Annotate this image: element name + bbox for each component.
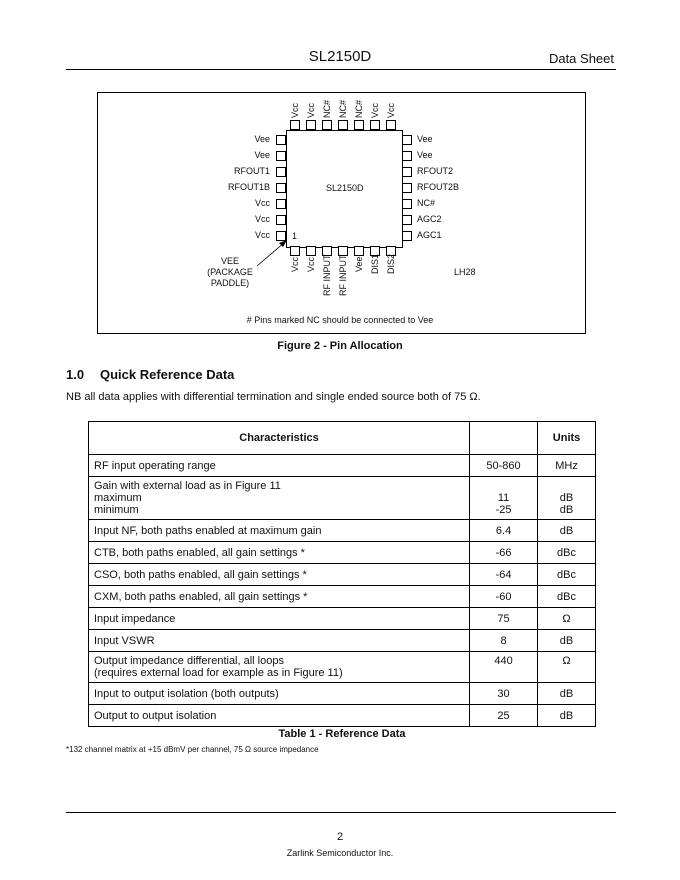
value-cell: 8 (470, 630, 538, 652)
table-row (89, 683, 596, 705)
pin-box (276, 183, 286, 193)
unit-cell: dBc (538, 564, 596, 586)
characteristic-cell: CTB, both paths enabled, all gain settings * (89, 542, 470, 564)
table-row (89, 542, 596, 564)
top-pin-label: Vcc (290, 102, 300, 118)
table-row (89, 705, 596, 727)
value-cell: 6.4 (470, 520, 538, 542)
page-number: 2 (336, 831, 344, 843)
characteristic-line: (requires external load for example as in Figure 11) (94, 667, 343, 679)
table-row (89, 586, 596, 608)
pin-box (354, 120, 364, 130)
nc-note: # Pins marked NC should be connected to Vee (246, 315, 434, 325)
pin-box (276, 135, 286, 145)
figure-caption: Figure 2 - Pin Allocation (277, 340, 403, 352)
pin-box (276, 199, 286, 209)
characteristic-cell: Input to output isolation (both outputs) (89, 683, 470, 705)
header-rule (66, 69, 616, 70)
unit-cell: dBc (538, 542, 596, 564)
characteristic-cell: RF input operating range (89, 455, 470, 477)
company-name: Zarlink Semiconductor Inc. (286, 848, 394, 858)
pin-box (402, 183, 412, 193)
value-cell: -60 (470, 586, 538, 608)
characteristic-line: Output impedance differential, all loops (94, 655, 284, 667)
table-row (89, 520, 596, 542)
left-pin-label: RFOUT1 (234, 166, 270, 176)
characteristic-line: maximum (94, 492, 142, 504)
pin-box (276, 167, 286, 177)
pin-box (402, 151, 412, 161)
section-title: Quick Reference Data (100, 367, 235, 382)
value-line: 11 (497, 492, 510, 504)
left-pin-label: RFOUT1B (227, 182, 270, 192)
table-row (89, 477, 596, 520)
right-pin-label: RFOUT2B (417, 182, 460, 192)
unit-cell: Ω (538, 652, 596, 683)
characteristic-cell: Input VSWR (89, 630, 470, 652)
pin-box (370, 120, 380, 130)
characteristic-cell: Input NF, both paths enabled at maximum gain (89, 520, 470, 542)
bottom-pin-label: Vcc (306, 256, 316, 272)
value-cell: -64 (470, 564, 538, 586)
characteristic-line: minimum (94, 504, 139, 516)
left-pin-label: Vee (254, 150, 270, 160)
right-pin-label: AGC2 (417, 214, 442, 224)
document-type: Data Sheet (548, 51, 614, 66)
right-pin-label: Vee (417, 134, 433, 144)
bottom-pin-label: DIS2 (386, 253, 396, 274)
bottom-pin-label: Vee (354, 256, 364, 272)
characteristic-cell: CSO, both paths enabled, all gain settings * (89, 564, 470, 586)
table-caption: Table 1 - Reference Data (278, 728, 406, 740)
value-cell: 25 (470, 705, 538, 727)
unit-line: dB (559, 504, 574, 516)
table-header-row (89, 422, 596, 455)
pin-box (386, 120, 396, 130)
pin-box (402, 231, 412, 241)
unit-cell: Ω (538, 608, 596, 630)
pin1-marker: 1 (292, 231, 298, 241)
pin-box (276, 151, 286, 161)
section-note: NB all data applies with differential termination and single ended source both of 75 Ω. (66, 391, 481, 403)
bottom-pin-label: RF INPUT (338, 254, 348, 296)
left-pin-label: Vee (254, 134, 270, 144)
characteristic-cell (89, 477, 470, 520)
vee-arrow-icon (255, 238, 295, 268)
pin-box (402, 135, 412, 145)
top-pin-label: Vcc (386, 102, 396, 118)
characteristic-cell: Output to output isolation (89, 705, 470, 727)
value-cell: -66 (470, 542, 538, 564)
unit-cell: dBc (538, 586, 596, 608)
table-row (89, 630, 596, 652)
top-pin-label: NC# (322, 99, 332, 118)
characteristic-cell (89, 652, 470, 683)
pin-box (290, 120, 300, 130)
footer-rule (66, 812, 616, 813)
bottom-pin-label: RF INPUT (322, 254, 332, 296)
unit-cell: MHz (538, 455, 596, 477)
vee-paddle-label-1: VEE (220, 256, 239, 266)
pin-box (354, 246, 364, 256)
pin-box (402, 215, 412, 225)
chip-label: SL2150D (326, 183, 364, 193)
header-value (470, 422, 538, 455)
pin-box (322, 120, 332, 130)
pin-box (338, 120, 348, 130)
left-pin-label: Vcc (254, 230, 270, 240)
header-units: Units (538, 422, 596, 455)
value-cell: 440 (470, 652, 538, 683)
unit-cell: dB (538, 683, 596, 705)
pin-box (402, 167, 412, 177)
top-pin-label: Vcc (370, 102, 380, 118)
unit-cell: dB (538, 520, 596, 542)
section-heading (66, 367, 234, 382)
right-pin-label: NC# (417, 198, 436, 208)
top-pin-label: Vcc (306, 102, 316, 118)
reference-data-table (88, 421, 596, 727)
value-cell (470, 477, 538, 520)
table-row (89, 652, 596, 683)
right-pin-label: AGC1 (417, 230, 442, 240)
pin-box (306, 120, 316, 130)
left-pin-label: Vcc (254, 214, 270, 224)
unit-cell (538, 477, 596, 520)
value-line: -25 (495, 504, 512, 516)
pin-box (276, 215, 286, 225)
bottom-pin-label: Vcc (290, 256, 300, 272)
right-pin-label: Vee (417, 150, 433, 160)
characteristic-cell: Input impedance (89, 608, 470, 630)
top-pin-label: NC# (338, 99, 348, 118)
vee-paddle-label-3: PADDLE) (210, 278, 250, 288)
table-row (89, 455, 596, 477)
package-code: LH28 (454, 267, 476, 277)
unit-cell: dB (538, 705, 596, 727)
pin-box (306, 246, 316, 256)
characteristic-line: Gain with external load as in Figure 11 (94, 480, 281, 492)
table-row (89, 608, 596, 630)
pin-box (402, 199, 412, 209)
right-pin-label: RFOUT2 (417, 166, 453, 176)
value-cell: 50-860 (470, 455, 538, 477)
unit-cell: dB (538, 630, 596, 652)
unit-line: dB (559, 492, 574, 504)
left-pin-label: Vcc (254, 198, 270, 208)
document-title: SL2150D (308, 48, 372, 65)
section-number: 1.0 (66, 367, 85, 382)
table-footnote: *132 channel matrix at +15 dBmV per channel, 75 Ω source impedance (66, 745, 319, 754)
characteristic-cell: CXM, both paths enabled, all gain settings * (89, 586, 470, 608)
value-cell: 30 (470, 683, 538, 705)
value-cell: 75 (470, 608, 538, 630)
vee-paddle-label-2: (PACKAGE (207, 267, 253, 277)
header-characteristics: Characteristics (89, 422, 470, 455)
top-pin-label: NC# (354, 99, 364, 118)
table-row (89, 564, 596, 586)
bottom-pin-label: DIS1 (370, 253, 380, 274)
